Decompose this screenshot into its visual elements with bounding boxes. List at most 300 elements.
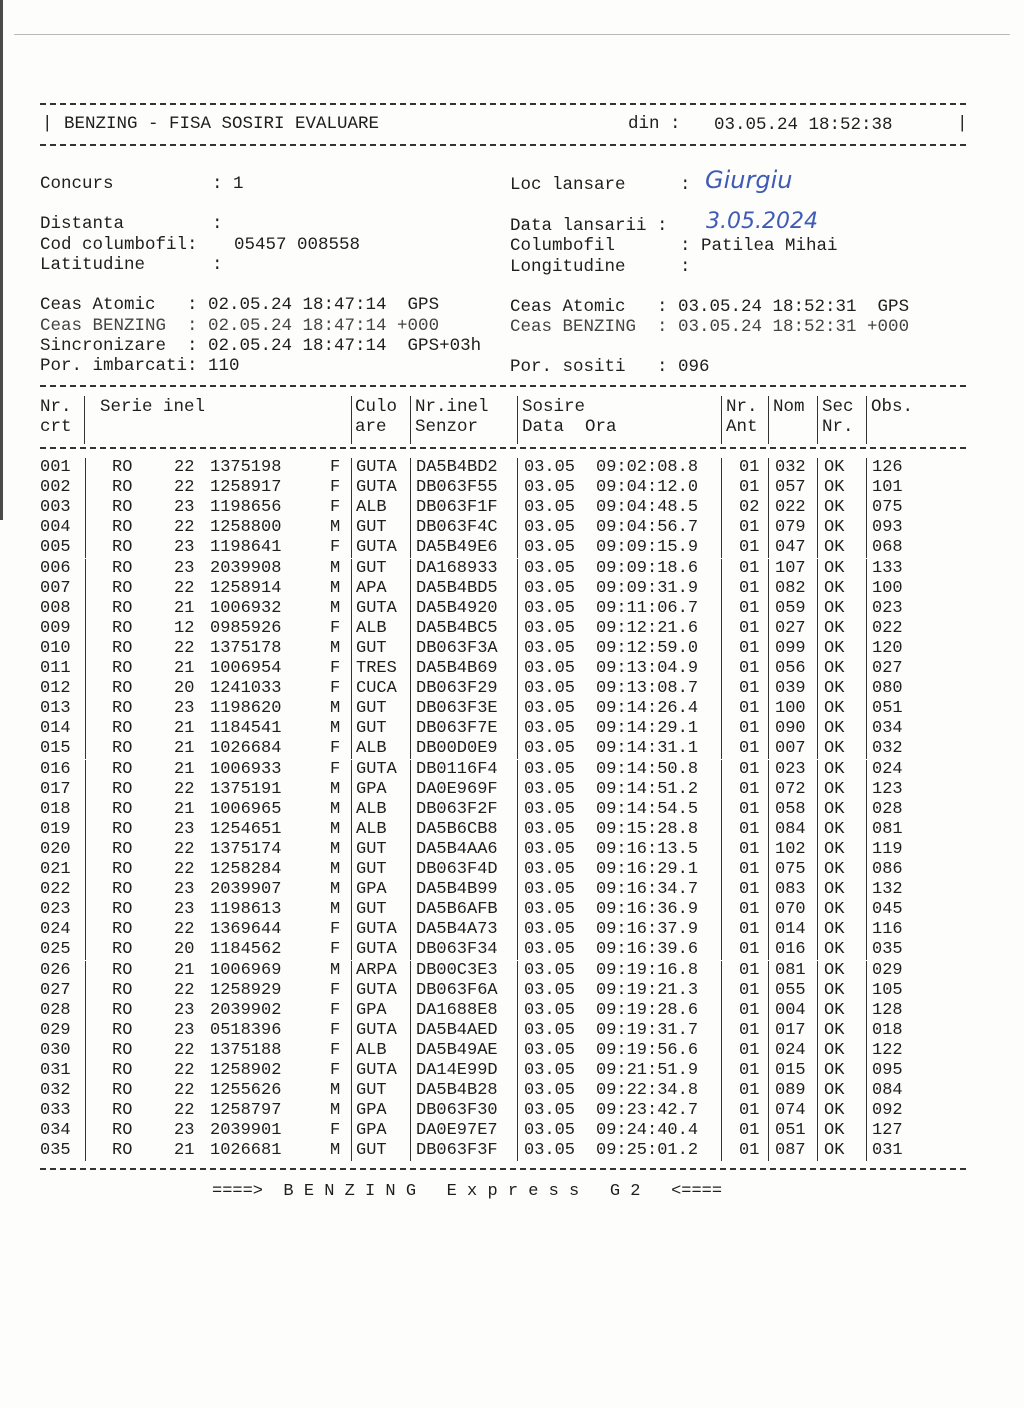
- cell-nr-ant: 01: [739, 1061, 760, 1080]
- cell-sec-nr: OK: [824, 1121, 845, 1141]
- cell-sex: M: [330, 1081, 341, 1101]
- cell-sec-nr: OK: [824, 1000, 845, 1020]
- cell-nr-inel: DA5B4B99: [416, 880, 498, 900]
- cell-nr-ant: 01: [739, 578, 760, 598]
- header-top-rule: [40, 103, 966, 105]
- cell-tara: RO: [112, 960, 133, 980]
- cell-data: 03.05: [524, 638, 576, 658]
- cell-sex: F: [330, 618, 341, 638]
- cell-data: 03.05: [524, 980, 576, 1000]
- column-separator: [866, 1141, 867, 1161]
- cell-tara: RO: [112, 940, 133, 960]
- cell-nr-ant: 01: [739, 518, 760, 538]
- cell-nr-ant: 01: [739, 719, 760, 739]
- column-separator: [410, 619, 411, 639]
- cell-sex: F: [330, 1020, 341, 1040]
- concurs-value: : 1: [212, 174, 244, 194]
- cell-culoare: GPA: [356, 1101, 387, 1121]
- cell-nom: 083: [775, 880, 806, 900]
- cell-tara: RO: [112, 1141, 133, 1161]
- cell-ora: 09:19:31.7: [596, 1020, 699, 1040]
- cell-nr-crt: 013: [40, 699, 71, 719]
- cell-culoare: ALB: [356, 819, 387, 839]
- cell-an: 12: [174, 618, 195, 638]
- cell-nr-crt: 010: [40, 638, 71, 658]
- cell-nr-crt: 014: [40, 719, 71, 739]
- cell-sec-nr: OK: [824, 880, 845, 900]
- cell-sex: F: [330, 940, 341, 960]
- column-separator: [768, 599, 769, 619]
- column-separator: [517, 760, 518, 780]
- cell-culoare: GPA: [356, 779, 387, 799]
- cell-data: 03.05: [524, 779, 576, 799]
- cell-culoare: CUCA: [356, 679, 397, 699]
- cell-an: 22: [174, 518, 195, 538]
- header-sep: [768, 396, 769, 444]
- cell-nom: 024: [775, 1040, 806, 1060]
- column-separator: [817, 659, 818, 679]
- cod-columbofil-value: 05457 008558: [234, 235, 361, 255]
- column-separator: [517, 1101, 518, 1121]
- cell-numar: 1375174: [210, 839, 282, 859]
- col-ant: Ant: [726, 417, 758, 437]
- cell-data: 03.05: [524, 759, 576, 779]
- column-separator: [768, 961, 769, 981]
- column-separator: [721, 498, 722, 518]
- cell-an: 21: [174, 659, 195, 678]
- cell-nr-ant: 01: [739, 558, 760, 578]
- column-separator: [866, 780, 867, 800]
- cell-nr-crt: 033: [40, 1101, 71, 1121]
- cell-nr-crt: 028: [40, 1000, 71, 1020]
- header-bottom-rule: [40, 144, 966, 146]
- column-separator: [721, 719, 722, 739]
- cell-nr-inel: DB0116F4: [416, 759, 498, 779]
- cell-numar: 1258929: [210, 980, 282, 1000]
- cell-obs: 100: [872, 578, 903, 598]
- cell-nr-crt: 024: [40, 920, 71, 940]
- column-separator: [866, 880, 867, 900]
- column-separator: [85, 679, 86, 699]
- column-separator: [517, 1081, 518, 1101]
- cell-nr-crt: 030: [40, 1040, 71, 1060]
- cell-data: 03.05: [524, 839, 576, 859]
- cell-obs: 023: [872, 598, 903, 618]
- column-separator: [410, 639, 411, 659]
- cell-sec-nr: OK: [824, 940, 845, 960]
- column-separator: [410, 478, 411, 498]
- cell-sec-nr: OK: [824, 1020, 845, 1040]
- cell-tara: RO: [112, 1121, 133, 1141]
- cell-nom: 014: [775, 920, 806, 940]
- cell-nom: 027: [775, 618, 806, 638]
- cell-data: 03.05: [524, 659, 576, 678]
- cell-culoare: GUT: [356, 839, 387, 859]
- column-separator: [351, 900, 352, 920]
- column-separator: [817, 840, 818, 860]
- column-separator: [817, 880, 818, 900]
- cell-nom: 102: [775, 839, 806, 859]
- column-separator: [817, 739, 818, 759]
- column-separator: [721, 699, 722, 719]
- column-separator: [768, 1041, 769, 1061]
- cell-nr-crt: 018: [40, 799, 71, 819]
- cell-ora: 09:13:08.7: [596, 679, 699, 699]
- cell-numar: 1184562: [210, 940, 282, 960]
- column-separator: [866, 599, 867, 619]
- cell-tara: RO: [112, 538, 133, 558]
- column-separator: [517, 518, 518, 538]
- column-separator: [721, 760, 722, 780]
- cell-nom: 004: [775, 1000, 806, 1020]
- cell-nr-ant: 01: [739, 1000, 760, 1020]
- cell-ora: 09:19:28.6: [596, 1000, 699, 1020]
- column-separator: [866, 840, 867, 860]
- cell-sex: M: [330, 860, 341, 879]
- cell-tara: RO: [112, 819, 133, 839]
- column-separator: [866, 679, 867, 699]
- column-separator: [410, 1141, 411, 1161]
- cell-sec-nr: OK: [824, 699, 845, 719]
- cell-numar: 0985926: [210, 618, 282, 638]
- cell-an: 23: [174, 558, 195, 578]
- column-separator: [410, 820, 411, 840]
- cell-nr-ant: 01: [739, 960, 760, 980]
- cell-sex: F: [330, 679, 341, 699]
- cell-sec-nr: OK: [824, 960, 845, 980]
- column-separator: [85, 458, 86, 478]
- column-separator: [517, 619, 518, 639]
- cell-sex: F: [330, 739, 341, 759]
- table-header-rule: [40, 447, 966, 449]
- column-separator: [351, 619, 352, 639]
- column-separator: [351, 699, 352, 719]
- column-separator: [85, 1001, 86, 1021]
- cell-an: 23: [174, 1020, 195, 1040]
- cell-sex: M: [330, 699, 341, 719]
- column-separator: [721, 880, 722, 900]
- cell-culoare: GUTA: [356, 1061, 397, 1080]
- column-separator: [351, 1141, 352, 1161]
- cell-numar: 1241033: [210, 679, 282, 699]
- cell-sex: F: [330, 1040, 341, 1060]
- column-separator: [866, 699, 867, 719]
- column-separator: [85, 981, 86, 1001]
- column-separator: [721, 1081, 722, 1101]
- cell-nr-crt: 016: [40, 759, 71, 779]
- column-separator: [817, 1021, 818, 1041]
- cell-an: 23: [174, 699, 195, 719]
- cell-sec-nr: OK: [824, 739, 845, 759]
- distanta-sep: :: [212, 214, 223, 234]
- longitudine-label: Longitudine: [510, 257, 626, 277]
- cell-nr-ant: 01: [739, 1141, 760, 1161]
- cell-data: 03.05: [524, 1101, 576, 1121]
- column-separator: [721, 1061, 722, 1081]
- cell-nom: 016: [775, 940, 806, 960]
- column-separator: [351, 1061, 352, 1081]
- cell-nr-crt: 001: [40, 458, 71, 477]
- column-separator: [768, 800, 769, 820]
- cell-nr-inel: DB063F3F: [416, 1141, 498, 1161]
- col-serie-inel: Serie inel: [100, 397, 206, 417]
- cell-sec-nr: OK: [824, 1101, 845, 1121]
- column-separator: [351, 940, 352, 960]
- cell-numar: 1258797: [210, 1101, 282, 1121]
- cell-nr-ant: 01: [739, 458, 760, 477]
- cell-nom: 059: [775, 598, 806, 618]
- header-sep: [517, 396, 518, 444]
- column-separator: [351, 961, 352, 981]
- column-separator: [85, 559, 86, 579]
- column-separator: [351, 920, 352, 940]
- cell-culoare: GUT: [356, 900, 387, 920]
- cell-nom: 075: [775, 860, 806, 879]
- cell-data: 03.05: [524, 819, 576, 839]
- column-separator: [866, 900, 867, 920]
- cell-nr-ant: 01: [739, 598, 760, 618]
- cell-nr-inel: DB063F4D: [416, 860, 498, 879]
- cell-nom: 017: [775, 1020, 806, 1040]
- column-separator: [866, 619, 867, 639]
- cell-tara: RO: [112, 478, 133, 498]
- column-separator: [410, 860, 411, 880]
- col-nom: Nom: [773, 397, 805, 417]
- column-separator: [817, 1101, 818, 1121]
- column-separator: [517, 679, 518, 699]
- cell-nr-ant: 01: [739, 819, 760, 839]
- cell-culoare: GPA: [356, 880, 387, 900]
- cell-numar: 1258914: [210, 578, 282, 598]
- cell-culoare: GUT: [356, 638, 387, 658]
- cell-sec-nr: OK: [824, 458, 845, 477]
- cell-obs: 120: [872, 638, 903, 658]
- column-separator: [351, 840, 352, 860]
- cell-culoare: GUT: [356, 860, 387, 879]
- column-separator: [517, 940, 518, 960]
- column-separator: [866, 579, 867, 599]
- column-separator: [85, 518, 86, 538]
- column-separator: [721, 900, 722, 920]
- cell-nr-crt: 031: [40, 1061, 71, 1080]
- cell-ora: 09:14:50.8: [596, 759, 699, 779]
- cell-obs: 024: [872, 759, 903, 779]
- cell-data: 03.05: [524, 1141, 576, 1161]
- cell-culoare: GUTA: [356, 458, 397, 477]
- header-sep: [866, 396, 867, 444]
- cell-ora: 09:22:34.8: [596, 1081, 699, 1101]
- column-separator: [85, 940, 86, 960]
- cell-data: 03.05: [524, 940, 576, 960]
- cell-nr-ant: 01: [739, 1101, 760, 1121]
- concurs-label: Concurs: [40, 174, 114, 194]
- cell-ora: 09:23:42.7: [596, 1101, 699, 1121]
- column-separator: [351, 760, 352, 780]
- cell-obs: 086: [872, 860, 903, 879]
- cell-an: 22: [174, 458, 195, 477]
- column-separator: [517, 800, 518, 820]
- column-separator: [721, 940, 722, 960]
- cell-nr-crt: 015: [40, 739, 71, 759]
- latitudine-sep: :: [212, 255, 223, 275]
- cell-numar: 1006954: [210, 659, 282, 678]
- column-separator: [351, 1121, 352, 1141]
- column-separator: [351, 800, 352, 820]
- cell-culoare: APA: [356, 578, 387, 598]
- column-separator: [517, 1121, 518, 1141]
- cell-nr-ant: 01: [739, 1020, 760, 1040]
- column-separator: [85, 780, 86, 800]
- cell-sex: F: [330, 458, 341, 477]
- cell-nr-ant: 01: [739, 739, 760, 759]
- cell-nr-crt: 006: [40, 558, 71, 578]
- cell-obs: 123: [872, 779, 903, 799]
- cell-culoare: GPA: [356, 1121, 387, 1141]
- column-separator: [517, 1061, 518, 1081]
- cell-nr-ant: 01: [739, 1040, 760, 1060]
- cell-obs: 126: [872, 458, 903, 477]
- cell-obs: 116: [872, 920, 903, 940]
- cell-sex: M: [330, 819, 341, 839]
- column-separator: [817, 900, 818, 920]
- column-separator: [351, 820, 352, 840]
- cell-nr-crt: 019: [40, 819, 71, 839]
- cell-nr-inel: DA5B4BD5: [416, 578, 498, 598]
- cell-sex: F: [330, 980, 341, 1000]
- column-separator: [768, 840, 769, 860]
- cell-sex: F: [330, 1000, 341, 1020]
- cell-obs: 101: [872, 478, 903, 498]
- cell-culoare: GUT: [356, 699, 387, 719]
- column-separator: [517, 719, 518, 739]
- column-separator: [768, 760, 769, 780]
- column-separator: [817, 498, 818, 518]
- column-separator: [768, 498, 769, 518]
- column-separator: [721, 1101, 722, 1121]
- column-separator: [768, 940, 769, 960]
- cell-an: 21: [174, 719, 195, 739]
- cell-data: 03.05: [524, 719, 576, 739]
- column-separator: [817, 538, 818, 558]
- column-separator: [866, 760, 867, 780]
- cell-nr-crt: 032: [40, 1081, 71, 1101]
- column-separator: [85, 739, 86, 759]
- cell-sec-nr: OK: [824, 638, 845, 658]
- cell-numar: 1006969: [210, 960, 282, 980]
- cell-ora: 09:19:16.8: [596, 960, 699, 980]
- cell-numar: 1198613: [210, 900, 282, 920]
- ceas-benzing-end: Ceas BENZING : 03.05.24 18:52:31 +000: [510, 317, 910, 337]
- column-separator: [721, 981, 722, 1001]
- column-separator: [721, 659, 722, 679]
- column-separator: [866, 659, 867, 679]
- cell-data: 03.05: [524, 478, 576, 498]
- cell-ora: 09:16:36.9: [596, 900, 699, 920]
- cell-culoare: GUTA: [356, 478, 397, 498]
- cell-ora: 09:04:12.0: [596, 478, 699, 498]
- column-separator: [85, 699, 86, 719]
- column-separator: [517, 538, 518, 558]
- cell-numar: 1184541: [210, 719, 282, 739]
- cell-tara: RO: [112, 618, 133, 638]
- col-sosire: Sosire: [522, 397, 586, 417]
- cell-tara: RO: [112, 659, 133, 678]
- cell-nr-crt: 012: [40, 679, 71, 699]
- cell-ora: 09:02:08.8: [596, 458, 699, 477]
- cell-nom: 079: [775, 518, 806, 538]
- col-sec-nr: Nr.: [822, 417, 854, 437]
- column-separator: [866, 498, 867, 518]
- cell-ora: 09:16:34.7: [596, 880, 699, 900]
- column-separator: [351, 1081, 352, 1101]
- cell-sex: M: [330, 558, 341, 578]
- cell-data: 03.05: [524, 498, 576, 518]
- header-left-bar: |: [42, 114, 53, 134]
- column-separator: [517, 579, 518, 599]
- column-separator: [85, 498, 86, 518]
- column-separator: [866, 739, 867, 759]
- cell-obs: 127: [872, 1121, 903, 1141]
- column-separator: [721, 739, 722, 759]
- cell-nr-inel: DB063F4C: [416, 518, 498, 538]
- column-separator: [817, 579, 818, 599]
- column-separator: [351, 458, 352, 478]
- cell-nr-inel: DB00C3E3: [416, 960, 498, 980]
- column-separator: [85, 719, 86, 739]
- column-separator: [768, 538, 769, 558]
- columbofil-label: Columbofil: [510, 236, 616, 256]
- cell-ora: 09:04:56.7: [596, 518, 699, 538]
- column-separator: [721, 478, 722, 498]
- column-separator: [85, 961, 86, 981]
- cell-numar: 1006965: [210, 799, 282, 819]
- cell-obs: 029: [872, 960, 903, 980]
- cell-nom: 074: [775, 1101, 806, 1121]
- column-separator: [721, 619, 722, 639]
- cell-nom: 107: [775, 558, 806, 578]
- column-separator: [517, 1021, 518, 1041]
- column-separator: [866, 1001, 867, 1021]
- column-separator: [410, 1061, 411, 1081]
- cell-nr-inel: DB063F29: [416, 679, 498, 699]
- cell-nom: 089: [775, 1081, 806, 1101]
- cell-nom: 047: [775, 538, 806, 558]
- cell-sex: M: [330, 960, 341, 980]
- column-separator: [517, 458, 518, 478]
- cell-numar: 1006933: [210, 759, 282, 779]
- cell-nr-ant: 01: [739, 699, 760, 719]
- cell-tara: RO: [112, 1101, 133, 1121]
- column-separator: [85, 860, 86, 880]
- column-separator: [817, 1121, 818, 1141]
- column-separator: [85, 599, 86, 619]
- cell-obs: 132: [872, 880, 903, 900]
- column-separator: [517, 860, 518, 880]
- cell-ora: 09:24:40.4: [596, 1121, 699, 1141]
- column-separator: [85, 1101, 86, 1121]
- cell-nr-ant: 01: [739, 920, 760, 940]
- cell-tara: RO: [112, 1081, 133, 1101]
- cell-obs: 133: [872, 558, 903, 578]
- cell-sex: F: [330, 1121, 341, 1141]
- column-separator: [85, 840, 86, 860]
- cell-culoare: ALB: [356, 1040, 387, 1060]
- cell-nr-ant: 01: [739, 860, 760, 879]
- column-separator: [721, 961, 722, 981]
- cell-culoare: TRES: [356, 659, 397, 678]
- cell-culoare: GUTA: [356, 538, 397, 558]
- cell-obs: 084: [872, 1081, 903, 1101]
